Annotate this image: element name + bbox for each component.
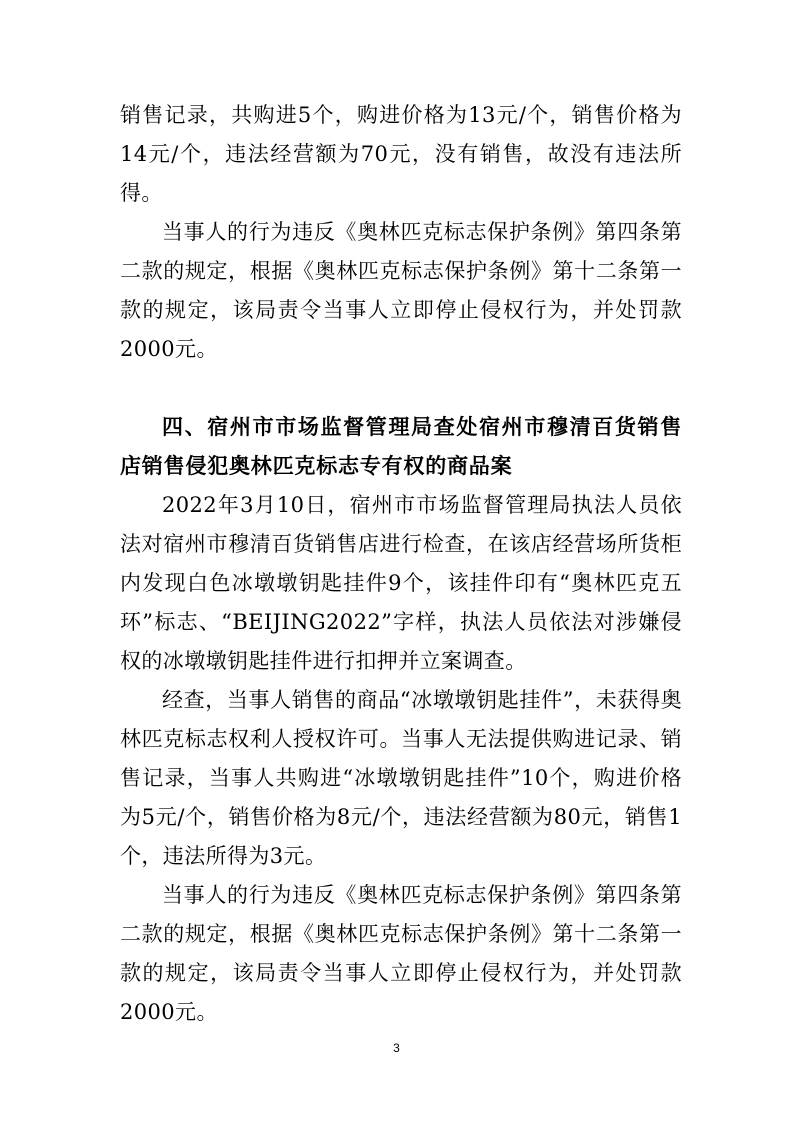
page-number: 3	[393, 1041, 400, 1055]
inspection-paragraph: 2022年3月10日，宿州市市场监督管理局执法人员依法对宿州市穆清百货销售店进行检查，在该店经营场所货柜内发现白色冰墩墩钥匙挂件9个，该挂件印有“奥林匹克五环”标志、“BEIJING2022”字样，执法人员依法对涉嫌侵权的冰墩墩钥匙挂件进行扣押并立案调查。	[120, 493, 682, 673]
penalty-paragraph: 当事人的行为违反《奥林匹克标志保护条例》第四条第二款的规定，根据《奥林匹克标志保护条例》第十二条第一款的规定，该局责令当事人立即停止侵权行为，并处罚款2000元。	[120, 220, 682, 361]
case-heading: 四、宿州市市场监督管理局查处宿州市穆清百货销售店销售侵犯奥林匹克标志专有权的商品案	[120, 415, 682, 478]
investigation-paragraph: 经查，当事人销售的商品“冰墩墩钥匙挂件”，未获得奥林匹克标志权利人授权许可。当事人无法提供购进记录、销售记录，当事人共购进“冰墩墩钥匙挂件”10个，购进价格为5元/个，销售价格为8元/个，违法经营额为80元，销售1个，违法所得为3元。	[120, 688, 682, 868]
continuation-paragraph: 销售记录，共购进5个，购进价格为13元/个，销售价格为14元/个，违法经营额为70元，没有销售，故没有违法所得。	[120, 103, 682, 205]
penalty-paragraph: 当事人的行为违反《奥林匹克标志保护条例》第四条第二款的规定，根据《奥林匹克标志保护条例》第十二条第一款的规定，该局责令当事人立即停止侵权行为，并处罚款2000元。	[120, 883, 682, 1024]
document-page	[120, 96, 682, 1032]
section-spacer	[120, 369, 682, 408]
